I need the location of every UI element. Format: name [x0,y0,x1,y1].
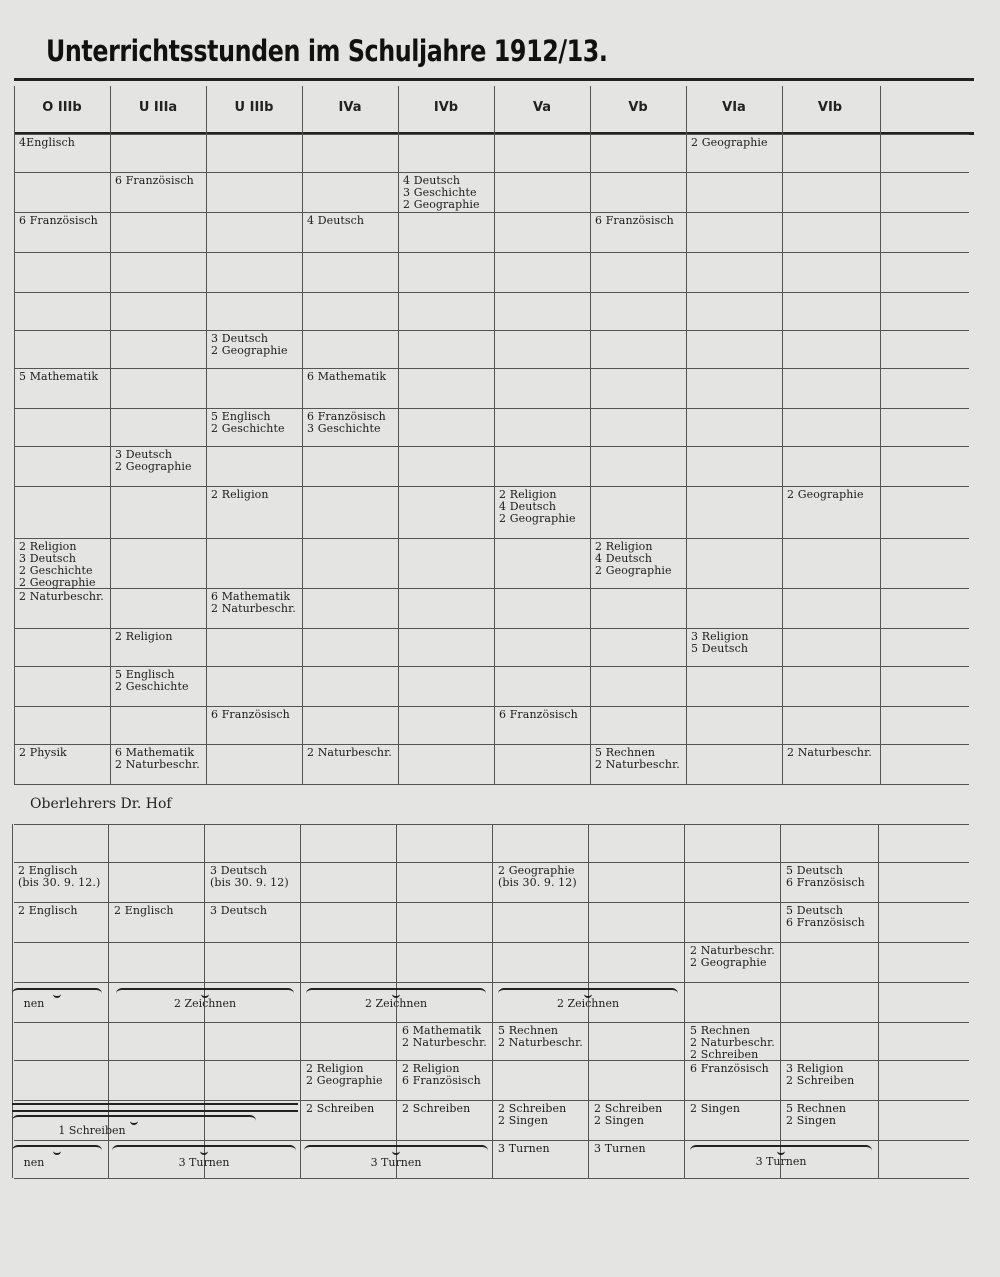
timetable-cell [306,1063,383,1087]
timetable-cell [402,1025,487,1049]
timetable-cell [690,945,775,969]
cell-entry: 4 Deutsch [403,174,461,187]
span-label: 3 Turnen [370,1156,422,1169]
timetable-cell [691,631,749,655]
column-header: Vb [628,100,648,115]
column-divider [780,824,781,1178]
cell-entry: 3 Deutsch [211,332,269,345]
cell-entry: 2 Geographie [690,956,767,969]
timetable-cell [787,489,864,501]
timetable-cell [691,137,768,149]
cell-entry: 4 Deutsch [307,214,365,227]
cell-entry: 2 Naturbeschr. [402,1036,487,1049]
column-header: VIb [817,100,843,115]
cell-entry: 2 Physik [19,746,67,759]
column-header: U IIIa [138,100,178,115]
cell-entry: 6 Mathematik [115,746,195,759]
column-divider [880,86,881,784]
timetable-cell [595,215,674,227]
timetable-cell [786,1063,854,1087]
timetable-cell [499,709,578,721]
cell-entry: 6 Mathematik [402,1024,482,1037]
cell-entry: 2 Schreiben [690,1048,759,1061]
cell-entry: 2 Geschichte [211,422,285,435]
span-label: 2 Zeichnen [556,997,620,1010]
brace-turnen-3 [690,1145,872,1155]
timetable-cell [211,709,290,721]
cell-entry: 2 Naturbeschr. [595,758,680,771]
timetable-cell [498,1103,566,1127]
cell-entry: 5 Mathematik [19,370,99,383]
row-divider [14,330,969,331]
span-label: 3 Turnen [178,1156,230,1169]
cell-entry: 2 Englisch [18,904,78,917]
cell-entry: 2 Geographie [211,344,288,357]
row-divider [14,706,969,707]
cell-entry: 5 Rechnen [786,1102,847,1115]
cell-entry: 2 Geographie [691,136,768,149]
timetable-cell [211,411,285,435]
column-divider [782,86,783,784]
cell-entry: 5 Deutsch [691,642,749,655]
timetable-cell [18,905,78,917]
cell-entry: 2 Naturbeschr. [690,944,775,957]
column-divider [398,86,399,784]
cell-entry: 2 Religion [306,1062,364,1075]
row-divider [14,744,969,745]
column-divider [684,824,685,1178]
cell-entry: 2 Naturbeschr. [115,758,200,771]
row-divider [14,628,969,629]
cell-entry: 6 Französisch [786,916,865,929]
cell-entry: 3 Turnen [594,1142,646,1155]
timetable-cell [211,333,288,357]
timetable-cell [787,747,872,759]
timetable-cell [690,1063,769,1075]
row-divider [14,784,969,785]
timetable-cell [786,905,865,929]
cell-entry: 5 Rechnen [690,1024,751,1037]
timetable-cell [499,489,576,525]
timetable-cell [115,449,192,473]
cell-entry: 6 Französisch [499,708,578,721]
brace-turnen-1 [112,1145,296,1155]
timetable-cell [115,175,194,187]
cell-entry: 3 Geschichte [403,186,477,199]
timetable-cell [19,371,98,383]
column-header: VIa [722,100,746,115]
cell-entry: 3 Religion [691,630,749,643]
column-divider [878,824,879,1178]
cell-entry: 2 Naturbeschr. [19,590,104,603]
row-divider [14,446,969,447]
cell-entry: 2 Religion [595,540,653,553]
timetable-cell [19,541,96,589]
cell-entry: 2 Religion [402,1062,460,1075]
cell-entry: 6 Französisch [402,1074,481,1087]
column-header: IVb [433,100,459,115]
row-divider [14,588,969,589]
timetable-cell [595,747,680,771]
section-label: Oberlehrers Dr. Hof [30,796,172,812]
cell-entry: 2 Naturbeschr. [690,1036,775,1049]
cell-entry: 3 Turnen [498,1142,550,1155]
brace-turnen-left [12,1145,102,1155]
row-divider [14,252,969,253]
span-label: nen [23,997,45,1010]
timetable-cell [115,631,173,643]
column-divider [300,824,301,1178]
cell-entry: 2 Religion [115,630,173,643]
cell-entry: 3 Geschichte [307,422,381,435]
timetable-cell [594,1103,662,1127]
cell-entry: 2 Schreiben [594,1102,663,1115]
cell-entry: 3 Deutsch [210,864,268,877]
row-divider [14,212,969,213]
cell-entry: 2 Singen [690,1102,741,1115]
timetable-cell [786,865,865,889]
column-divider [686,86,687,784]
timetable-cell [402,1063,481,1087]
timetable-cell [19,747,67,759]
row-divider [14,134,969,135]
cell-entry: 6 Mathematik [211,590,291,603]
timetable-cell [403,175,480,211]
cell-entry: 2 Religion [499,488,557,501]
span-label: 2 Zeichnen [364,997,428,1010]
cell-entry: 6 Französisch [115,174,194,187]
timetable-cell [786,1103,846,1127]
cell-entry: 2 Religion [19,540,77,553]
timetable-cell [307,411,386,435]
cell-entry: 4 Deutsch [499,500,557,513]
row-divider [14,292,969,293]
timetable-cell [115,669,189,693]
column-header: U IIIb [234,100,274,115]
cell-entry: 6 Französisch [307,410,386,423]
cell-entry: 3 Deutsch [115,448,173,461]
cell-entry: 5 Englisch [211,410,271,423]
column-divider [492,824,493,1178]
column-divider [14,86,15,784]
timetable-cell [19,137,75,149]
cell-entry: 2 Schreiben [498,1102,567,1115]
column-divider [590,86,591,784]
cell-entry: 2 Geographie [403,198,480,211]
timetable-cell [498,1143,550,1155]
cell-entry: 4Englisch [19,136,75,149]
column-divider [302,86,303,784]
cell-entry: 2 Geschichte [115,680,189,693]
cell-entry: (bis 30. 9. 12.) [18,876,101,889]
cell-entry: 2 Schreiben [306,1102,375,1115]
row-divider [14,408,969,409]
column-header: IVa [338,100,362,115]
timetable-cell [307,371,386,383]
cell-entry: 2 Singen [498,1114,549,1127]
cell-entry: 2 Naturbeschr. [498,1036,583,1049]
cell-entry: 6 Französisch [595,214,674,227]
span-label: 1 Schreiben [58,1124,126,1137]
cell-entry: 3 Religion [786,1062,844,1075]
cell-entry: 2 Geographie [499,512,576,525]
timetable-cell [307,747,392,759]
cell-entry: 2 Englisch [114,904,174,917]
cell-entry: 2 Naturbeschr. [787,746,872,759]
cell-entry: 2 Naturbeschr. [307,746,392,759]
timetable-cell [19,591,104,603]
row-divider [14,538,969,539]
cell-entry: 2 Singen [594,1114,645,1127]
top-rule [14,78,974,81]
cell-entry: 3 Deutsch [19,552,77,565]
cell-entry: (bis 30. 9. 12) [210,876,289,889]
timetable-cell [211,591,296,615]
row-divider [14,172,969,173]
cell-entry: 6 Französisch [786,876,865,889]
cell-entry: 2 Geographie [19,576,96,589]
cell-entry: 2 Geographie [498,864,575,877]
cell-entry: 5 Deutsch [786,864,844,877]
row-divider [14,1178,969,1179]
timetable-cell [594,1143,646,1155]
row-divider [14,486,969,487]
cell-entry: 2 Geschichte [19,564,93,577]
timetable-cell [402,1103,470,1115]
timetable-cell [114,905,174,917]
cell-entry: 5 Rechnen [498,1024,559,1037]
column-divider [206,86,207,784]
cell-entry: 2 Geographie [595,564,672,577]
timetable-cell [690,1025,775,1061]
span-label: 2 Zeichnen [173,997,237,1010]
cell-entry: 3 Deutsch [210,904,268,917]
cell-entry: 2 Geographie [306,1074,383,1087]
row-divider [14,368,969,369]
column-header: Va [532,100,552,115]
cell-entry: 6 Französisch [690,1062,769,1075]
cell-entry: 5 Deutsch [786,904,844,917]
timetable-cell [498,865,577,889]
cell-entry: 2 Naturbeschr. [211,602,296,615]
row-divider [14,666,969,667]
timetable-cell [690,1103,740,1115]
span-label: nen [23,1156,45,1169]
timetable-cell [18,865,100,889]
timetable-cell [498,1025,583,1049]
timetable-cell [306,1103,374,1115]
cell-entry: 6 Französisch [19,214,98,227]
cell-entry: 5 Rechnen [595,746,656,759]
cell-entry: 2 Geographie [787,488,864,501]
cell-entry: 4 Deutsch [595,552,653,565]
column-header: O IIIb [42,100,82,115]
schreiben-span-line [12,1103,298,1112]
cell-entry: 2 Schreiben [402,1102,471,1115]
column-divider [110,86,111,784]
cell-entry: 6 Französisch [211,708,290,721]
cell-entry: 5 Englisch [115,668,175,681]
cell-entry: 6 Mathematik [307,370,387,383]
cell-entry: (bis 30. 9. 12) [498,876,577,889]
timetable-cell [210,905,267,917]
span-label: 3 Turnen [755,1155,807,1168]
page-title: Unterrichtsstunden im Schuljahre 1912/13. [46,34,608,68]
timetable-cell [211,489,269,501]
brace-turnen-2 [304,1145,488,1155]
cell-entry: 2 Englisch [18,864,78,877]
timetable-cell [115,747,200,771]
cell-entry: 2 Singen [786,1114,837,1127]
timetable-cell [595,541,672,577]
timetable-cell [210,865,289,889]
timetable-cell [307,215,364,227]
cell-entry: 2 Schreiben [786,1074,855,1087]
cell-entry: 2 Geographie [115,460,192,473]
timetable-cell [19,215,98,227]
cell-entry: 2 Religion [211,488,269,501]
column-divider [494,86,495,784]
